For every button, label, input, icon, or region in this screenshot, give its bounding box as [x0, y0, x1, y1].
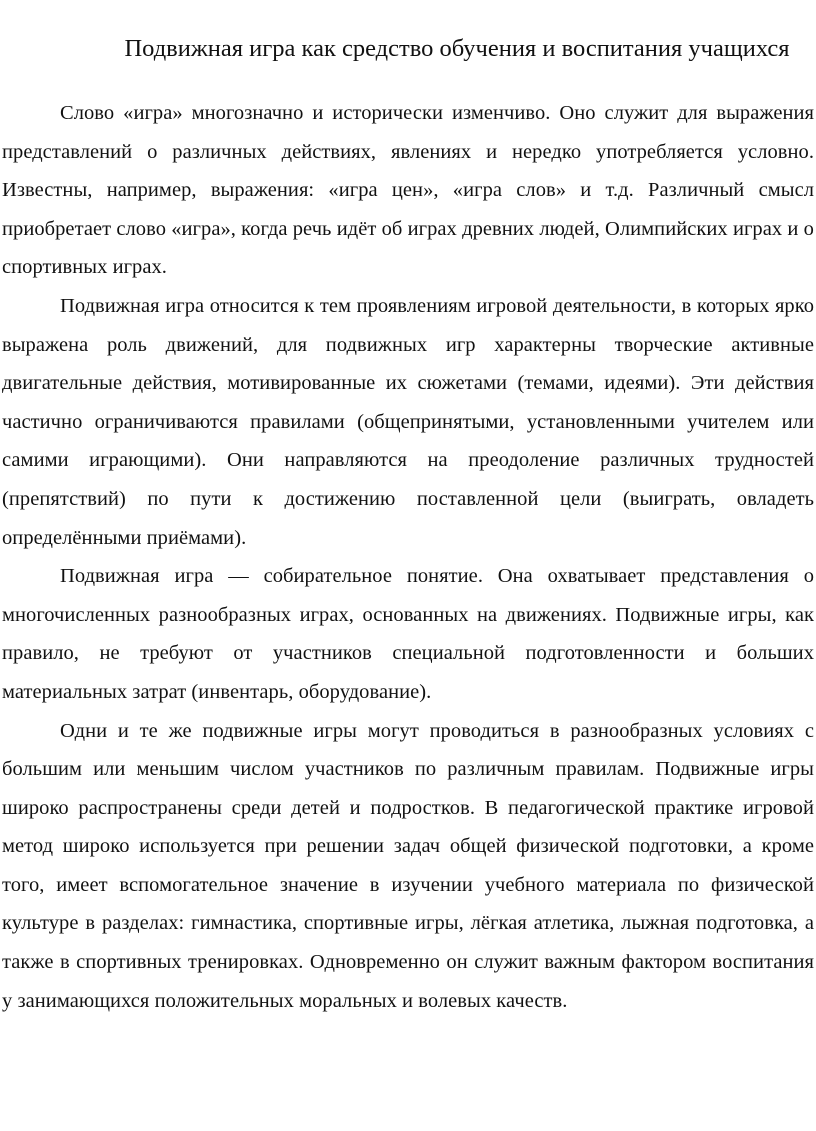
- paragraph-2: Подвижная игра относится к тем проявлениям игровой деятельности, в которых ярко выражена роль движений, для подвижных игр характерны творческие активные двигательные действия, мотивированные их сюжетами (темами, идеями). Эти действия частично ограничиваются правилами (общепринятыми, установленными учителем или самими играющими). Они направляются на преодоление различных трудностей (препятствий) по пути к достижению поставленной цели (выиграть, овладеть определёнными приёмами).: [2, 294, 814, 549]
- paragraph-4: Одни и те же подвижные игры могут проводиться в разнообразных условиях с большим или меньшим числом участников по различным правилам. Подвижные игры широко распространены среди детей и подростков. В педагогической практике игровой метод широко используется при решении задач общей физической подготовки, а кроме того, имеет вспомогательное значение в изучении учебного материала по физической культуре в разделах: гимнастика, спортивные игры, лёгкая атлетика, лыжная подготовка, а также в спортивных тренировках. Одновременно он служит важным фактором воспитания у занимающихся положительных моральных и волевых качеств.: [2, 719, 814, 1012]
- paragraph-3: Подвижная игра — собирательное понятие. Она охватывает представления о многочисленных разнообразных играх, основанных на движениях. Подвижные игры, как правило, не требуют от участников специальной подготовленности и больших материальных затрат (инвентарь, оборудование).: [2, 565, 814, 703]
- page-title: Подвижная игра как средство обучения и воспитания учащихся: [124, 35, 790, 62]
- paragraph-1: Слово «игра» многозначно и исторически изменчиво. Оно служит для выражения представлений о различных действиях, явлениях и нередко употребляется условно. Известны, например, выражения: «игра цен», «игра слов» и т.д. Различный смысл приобретает слово «игра», когда речь идёт об играх древних людей, Олимпийских играх и о спортивных играх.: [2, 102, 814, 279]
